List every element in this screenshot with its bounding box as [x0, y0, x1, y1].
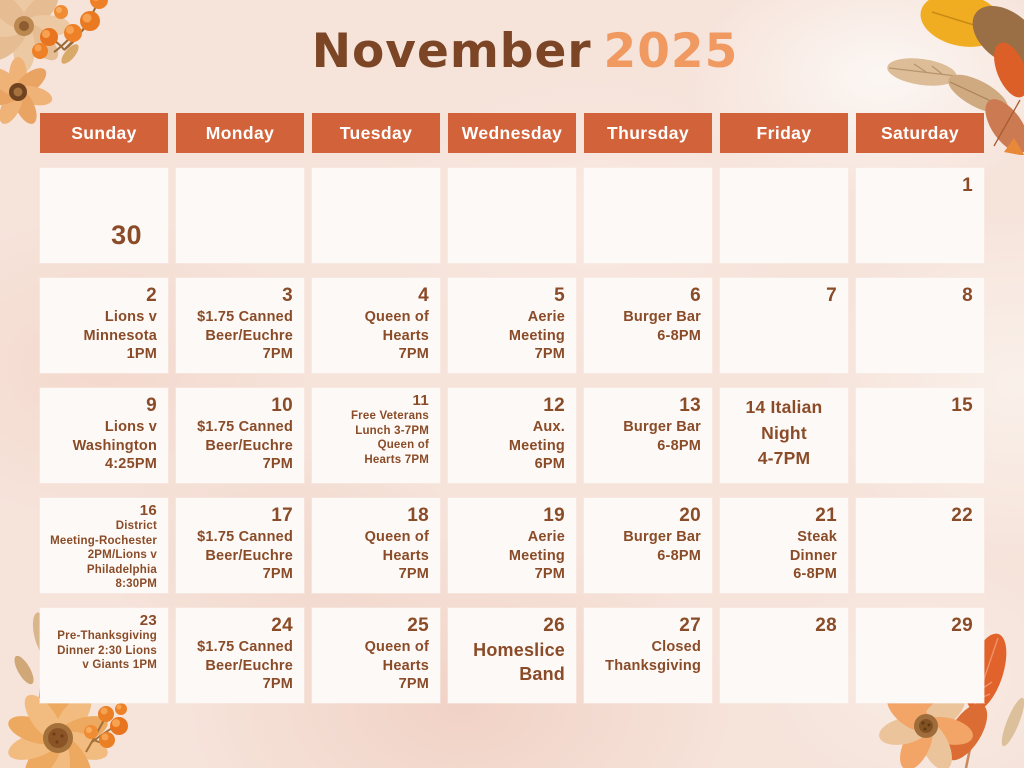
event-text-line: Beer/Euchre: [205, 657, 293, 674]
calendar-cell-day-13: [584, 388, 712, 483]
event-text-line: 1PM: [126, 346, 157, 363]
day-number: 6: [690, 285, 701, 306]
event-text-line: 7PM: [534, 346, 565, 363]
calendar-cell-empty: [448, 168, 576, 263]
calendar-cell-day-19: [448, 498, 576, 593]
calendar-cell-day-25: [312, 608, 440, 703]
calendar-cell-day-24: [176, 608, 304, 703]
day-number: 13: [679, 395, 701, 416]
day-number: 29: [951, 615, 973, 636]
event-text-line: 4-7PM: [757, 448, 811, 469]
event-text-line: Hearts: [382, 547, 429, 564]
event-text-line: Lions v: [104, 308, 157, 325]
calendar-cell-day-6: [584, 278, 712, 373]
event-text-line: Pre-Thanksgiving: [57, 630, 157, 643]
event-text-line: Queen of: [364, 638, 429, 655]
event-text-line: Beer/Euchre: [205, 327, 293, 344]
event-text-line: Queen of: [377, 439, 429, 452]
event-text-line: 7PM: [398, 566, 429, 583]
event-text-line: 2PM/Lions v: [87, 549, 157, 562]
calendar-cell-empty: [312, 168, 440, 263]
event-text-line: Burger Bar: [623, 528, 701, 545]
calendar-cell-day-30: [40, 168, 168, 263]
calendar-cell-day-7: [720, 278, 848, 373]
event-text-line: Washington: [72, 437, 157, 454]
calendar-cell-day-26: [448, 608, 576, 703]
event-text-line: 6-8PM: [657, 547, 701, 564]
event-text-line: Aerie: [527, 308, 565, 325]
event-text-line: 7PM: [262, 346, 293, 363]
calendar-cell-day-16: [40, 498, 168, 593]
calendar-cell-day-5: [448, 278, 576, 373]
day-number: 26: [543, 615, 565, 636]
calendar-cell-day-20: [584, 498, 712, 593]
calendar-cell-day-8: [856, 278, 984, 373]
event-text-line: Meeting: [508, 547, 565, 564]
calendar-cell-empty: [584, 168, 712, 263]
calendar-cell-empty: [176, 168, 304, 263]
event-text-line: $1.75 Canned: [197, 638, 293, 655]
title-year: 2025: [603, 24, 739, 79]
calendar-cell-day-2: [40, 278, 168, 373]
calendar-cell-day-17: [176, 498, 304, 593]
event-text-line: Dinner 2:30 Lions: [57, 644, 157, 657]
day-number: 9: [146, 395, 157, 416]
event-text-line: 7PM: [262, 566, 293, 583]
day-number: 8: [962, 285, 973, 306]
weekday-header-friday: Friday: [720, 113, 848, 153]
day-number: 16: [139, 502, 157, 519]
event-text-line: 4:25PM: [105, 456, 157, 473]
event-text-line: Beer/Euchre: [205, 547, 293, 564]
event-text-line: $1.75 Canned: [197, 418, 293, 435]
event-text-line: Aux.: [532, 418, 565, 435]
calendar-cell-day-22: [856, 498, 984, 593]
event-text-line: Hearts 7PM: [364, 453, 429, 466]
event-text-line: Meeting: [508, 327, 565, 344]
calendar-cell-day-29: [856, 608, 984, 703]
calendar-cell-day-10: [176, 388, 304, 483]
calendar-cell-day-4: [312, 278, 440, 373]
event-text-line: Thanksgiving: [605, 657, 701, 674]
event-text-line: Free Veterans: [350, 410, 429, 423]
day-number: 22: [951, 505, 973, 526]
event-text-line: Meeting-Rochester: [50, 534, 157, 547]
event-text-line: Burger Bar: [623, 418, 701, 435]
calendar-cell-day-18: [312, 498, 440, 593]
event-text-line: Night: [761, 422, 807, 443]
event-text-line: Minnesota: [83, 327, 157, 344]
event-text-line: Philadelphia: [86, 563, 157, 576]
day-number: 7: [826, 285, 837, 306]
title-month: November: [311, 24, 592, 79]
day-number: 20: [679, 505, 701, 526]
weekday-header-sunday: Sunday: [40, 113, 168, 153]
event-text-line: Dinner: [789, 547, 837, 564]
weekday-header-saturday: Saturday: [856, 113, 984, 153]
weekday-header-tuesday: Tuesday: [312, 113, 440, 153]
event-text-line: 7PM: [398, 676, 429, 693]
day-number: 28: [815, 615, 837, 636]
event-text-line: 7PM: [398, 346, 429, 363]
event-text-line: District: [115, 520, 157, 533]
event-text-line: Band: [519, 664, 565, 685]
event-text-line: Homeslice: [473, 639, 565, 660]
event-text-line: 7PM: [262, 456, 293, 473]
calendar-cell-day-9: [40, 388, 168, 483]
calendar-cell-empty: [720, 168, 848, 263]
calendar-cell-event: [720, 388, 848, 483]
day-number: 4: [418, 285, 429, 306]
calendar-cell-day-3: [176, 278, 304, 373]
day-number: 18: [407, 505, 429, 526]
day-number: 27: [679, 615, 701, 636]
calendar-cell-day-28: [720, 608, 848, 703]
calendar-cell-day-11: [312, 388, 440, 483]
day-number: 21: [815, 505, 837, 526]
event-text-line: 6PM: [534, 456, 565, 473]
event-text-line: $1.75 Canned: [197, 308, 293, 325]
event-text-line: Lunch 3-7PM: [355, 424, 429, 437]
event-text-line: 6-8PM: [793, 566, 837, 583]
day-number: 12: [543, 395, 565, 416]
page-title: [0, 24, 1024, 79]
day-number: 25: [407, 615, 429, 636]
day-number: 3: [282, 285, 293, 306]
event-text-line: Hearts: [382, 327, 429, 344]
calendar-cell-day-23: [40, 608, 168, 703]
day-number: 5: [554, 285, 565, 306]
weekday-header-wednesday: Wednesday: [448, 113, 576, 153]
event-text-line: Lions v: [104, 418, 157, 435]
day-number: 1: [962, 175, 973, 196]
event-text-line: Queen of: [364, 528, 429, 545]
calendar-cell-day-15: [856, 388, 984, 483]
event-text-line: Hearts: [382, 657, 429, 674]
event-text-line: 6-8PM: [657, 437, 701, 454]
weekday-header-thursday: Thursday: [584, 113, 712, 153]
calendar-cell-day-1: [856, 168, 984, 263]
calendar-cell-day-27: [584, 608, 712, 703]
day-number: 2: [146, 285, 157, 306]
event-text-line: Beer/Euchre: [205, 437, 293, 454]
day-number: 30: [111, 219, 142, 250]
calendar-cell-day-21: [720, 498, 848, 593]
day-number: 23: [139, 612, 157, 629]
day-number: 19: [543, 505, 565, 526]
day-number: 24: [271, 615, 293, 636]
event-text-line: Closed: [651, 638, 701, 655]
calendar-cell-day-12: [448, 388, 576, 483]
event-text-line: Burger Bar: [623, 308, 701, 325]
event-text-line: 7PM: [534, 566, 565, 583]
event-text-line: 7PM: [262, 676, 293, 693]
day-number: 10: [271, 395, 293, 416]
weekday-header-monday: Monday: [176, 113, 304, 153]
event-text-line: $1.75 Canned: [197, 528, 293, 545]
day-number: 17: [271, 505, 293, 526]
event-text-line: 14 Italian: [745, 397, 823, 418]
day-number: 11: [412, 392, 429, 409]
event-text-line: 6-8PM: [657, 327, 701, 344]
calendar-grid: [40, 113, 984, 703]
event-text-line: Meeting: [508, 437, 565, 454]
event-text-line: v Giants 1PM: [82, 659, 157, 672]
event-text-line: Steak: [797, 528, 837, 545]
event-text-line: Queen of: [364, 308, 429, 325]
day-number: 15: [951, 395, 973, 416]
event-text-line: Aerie: [527, 528, 565, 545]
event-text-line: 8:30PM: [115, 578, 157, 591]
